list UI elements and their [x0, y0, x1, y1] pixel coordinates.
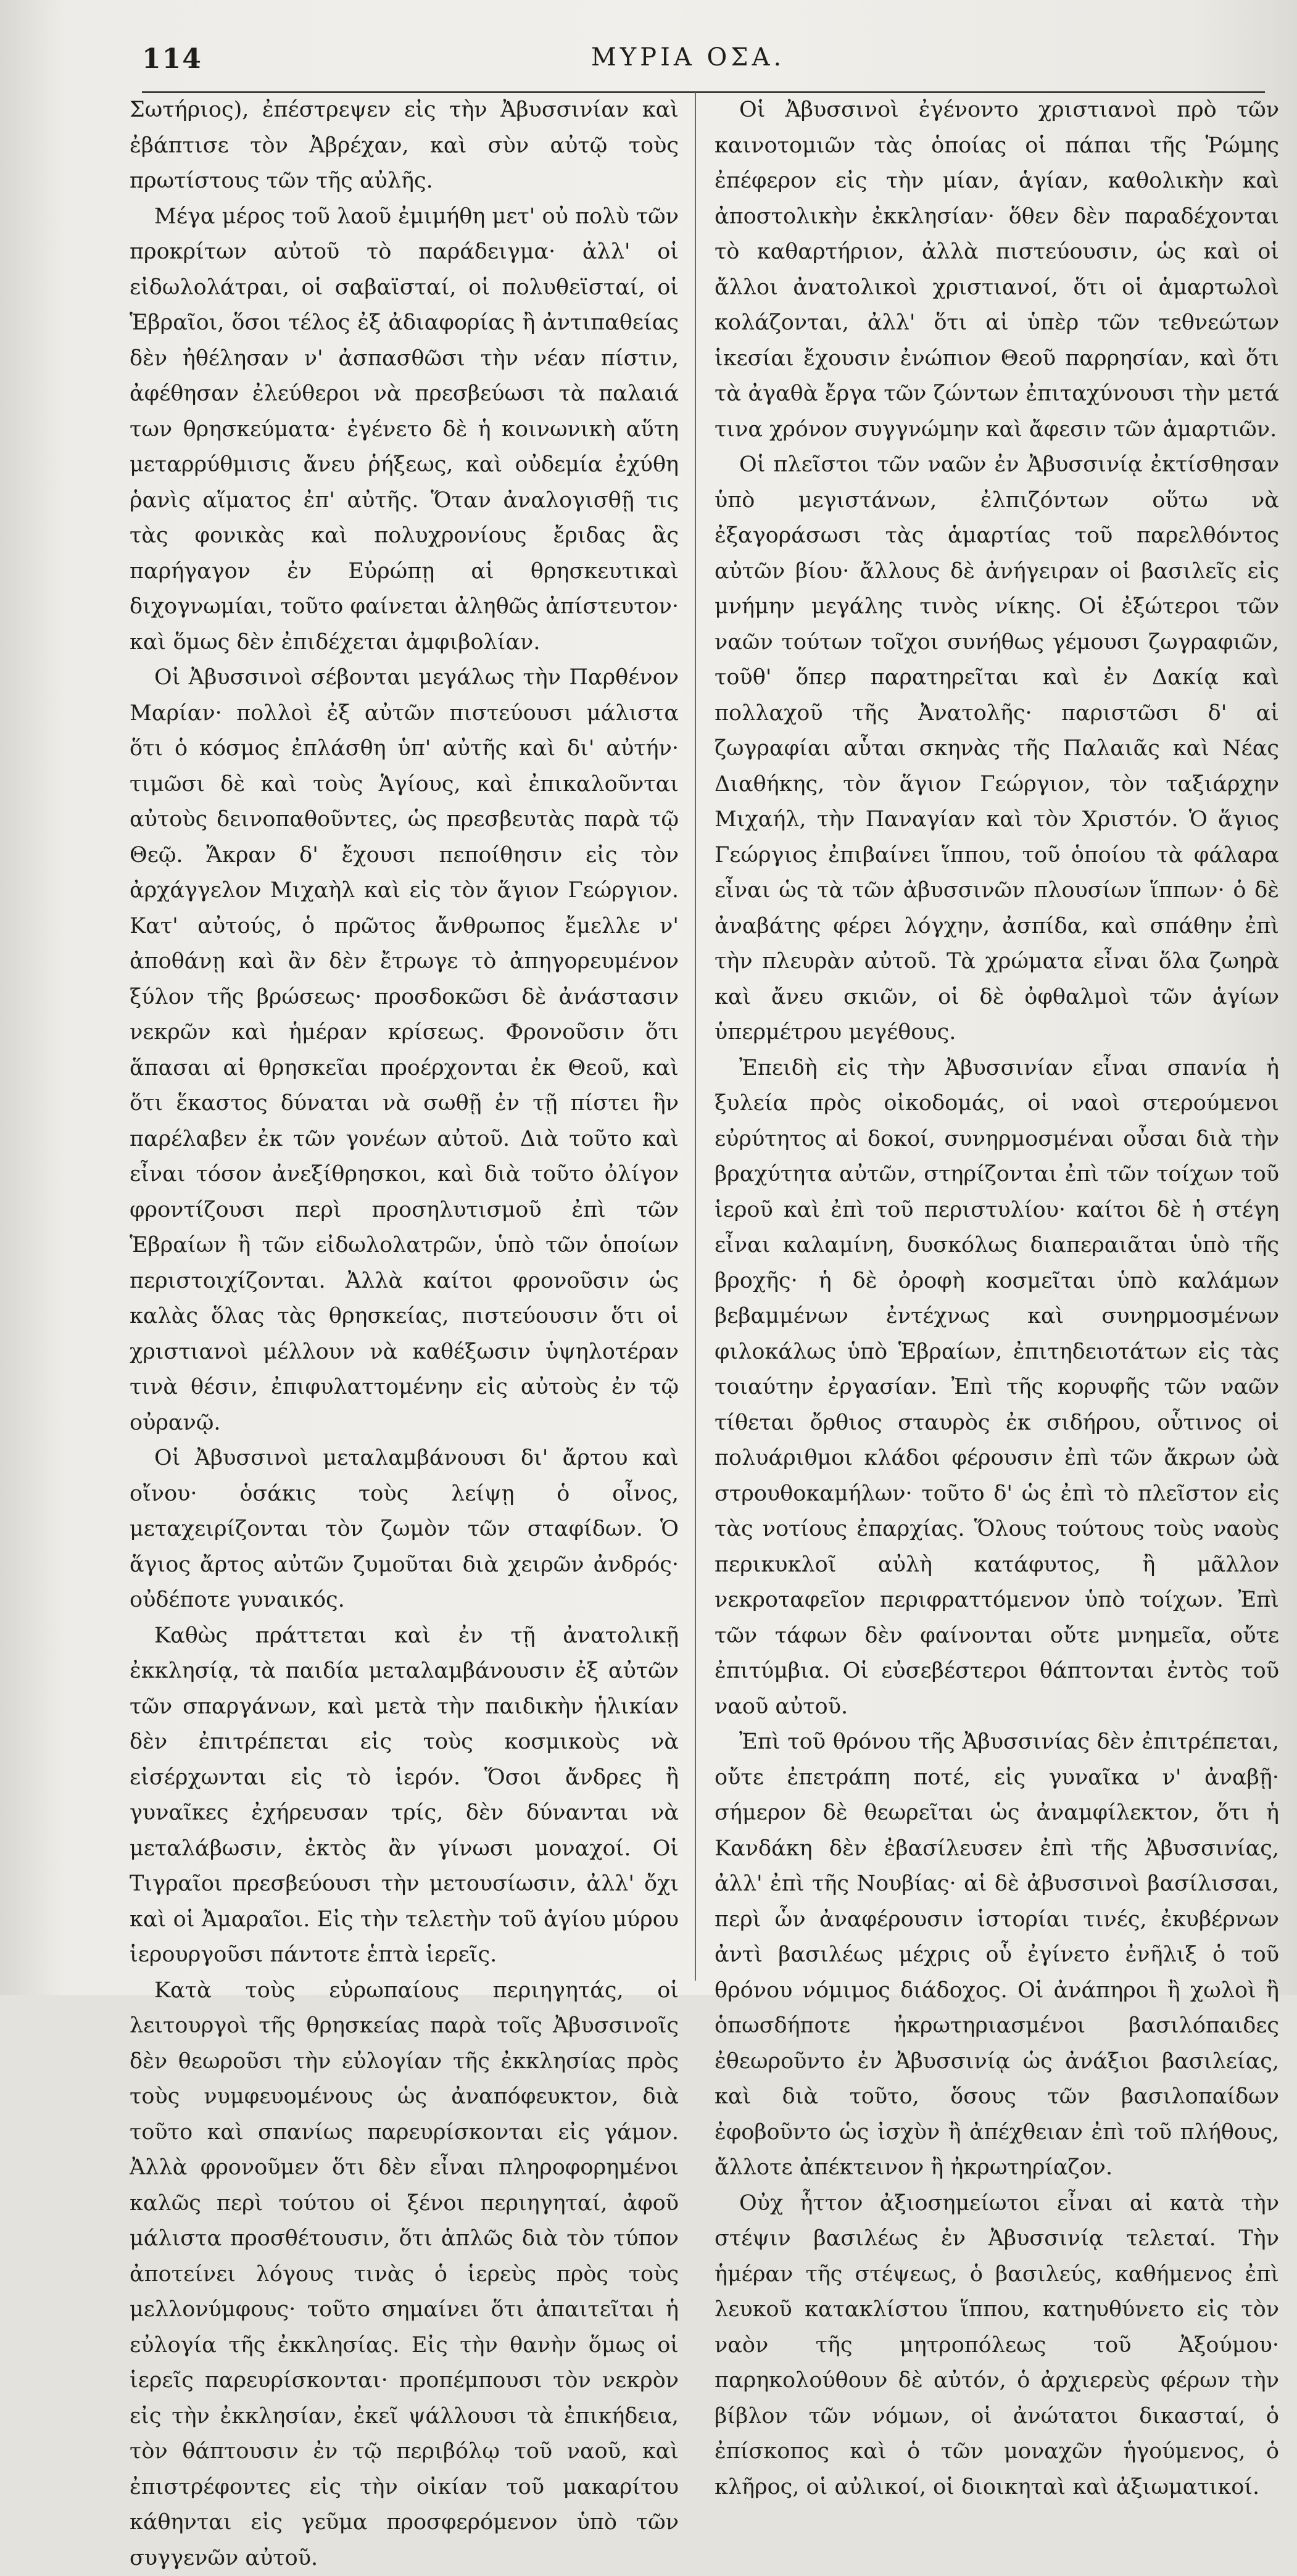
- paragraph: Οὐχ ἧττον ἀξιοσημείωτοι εἶναι αἱ κατὰ τὴν στέψιν βασιλέως ἐν Ἀβυσσινίᾳ τελεταί. Τὴν ἡμέραν τῆς στέψεως, ὁ βασιλεύς, καθήμενος ἐπὶ λευκοῦ κατακλίστου ἵππου, κατηυθύνετο εἰς τὸν ναὸν τῆς μητροπόλεως τοῦ Ἀξούμου· παρηκολούθουν δὲ αὐτόν, ὁ ἀρχιερεὺς φέρων τὴν βίβλον τῶν νόμων, οἱ ἀνώτατοι δικασταί, ὁ ἐπίσκοπος καὶ ὁ τῶν μοναχῶν ἡγούμενος, ὁ κλῆρος, οἱ αὐλικοί, οἱ διοικηταὶ καὶ ἀξιωματικοί.: [715, 2186, 1279, 2506]
- right-column: [715, 93, 1279, 1981]
- page-header: [93, 30, 1283, 79]
- paragraph: Οἱ Ἀβυσσινοὶ μεταλαμβάνουσι δι' ἄρτου καὶ οἴνου· ὁσάκις τοὺς λείψῃ ὁ οἶνος, μεταχειρίζονται τὸν ζωμὸν τῶν σταφίδων. Ὁ ἅγιος ἄρτος αὐτῶν ζυμοῦται διὰ χειρῶν ἀνδρός· οὐδέποτε γυναικός.: [130, 1441, 679, 1618]
- paragraph: Ἐπὶ τοῦ θρόνου τῆς Ἀβυσσινίας δὲν ἐπιτρέπεται, οὔτε ἐπετράπη ποτέ, εἰς γυναῖκα ν' ἀναβῇ· σήμερον δὲ θεωρεῖται ὡς ἀναμφίλεκτον, ὅτι ἡ Κανδάκη δὲν ἐβασίλευσεν ἐπὶ τῆς Ἀβυσσινίας, ἀλλ' ἐπὶ τῆς Νουβίας· αἱ δὲ ἀβυσσινοὶ βασίλισσαι, περὶ ὧν ἀναφέρουσιν ἱστορίαι τινές, ἐκυβέρνων ἀντὶ βασιλέως μέχρις οὗ ἐγίνετο ἐνῆλιξ ὁ τοῦ θρόνου νόμιμος διάδοχος. Οἱ ἀνάπηροι ἢ χωλοὶ ἢ ὁπωσδήποτε ἠκρωτηριασμένοι βασιλόπαιδες ἐθεωροῦντο ἐν Ἀβυσσινίᾳ ὡς ἀνάξιοι βασιλείας, καὶ διὰ τοῦτο, ὅσους τῶν βασιλοπαίδων ἐφοβοῦντο ὡς ἰσχὺν ἢ ἀπέχθειαν ἐπὶ τοῦ πλήθους, ἄλλοτε ἀπέκτεινον ἢ ἠκρωτηρίαζον.: [715, 1725, 1279, 2186]
- running-title: ΜΥΡΙΑ ΟΣΑ.: [93, 43, 1283, 72]
- paragraph: Κατὰ τοὺς εὐρωπαίους περιηγητάς, οἱ λειτουργοὶ τῆς θρησκείας παρὰ τοῖς Ἀβυσσινοῖς δὲν θεωροῦσι τὴν εὐλογίαν τῆς ἐκκλησίας πρὸς τοὺς νυμφευομένους ὡς ἀναπόφευκτον, διὰ τοῦτο καὶ σπανίως παρευρίσκονται εἰς γάμον. Ἀλλὰ φρονοῦμεν ὅτι δὲν εἶναι πληροφορημένοι καλῶς περὶ τούτου οἱ ξένοι περιηγηταί, ἀφοῦ μάλιστα προσθέτουσιν, ὅτι ἁπλῶς διὰ τὸν τύπον ἀποτείνει λόγους τινὰς ὁ ἱερεὺς πρὸς τοὺς μελλονύμφους· τοῦτο σημαίνει ὅτι ἀπαιτεῖται ἡ εὐλογία τῆς ἐκκλησίας. Εἰς τὴν θανὴν ὅμως οἱ ἱερεῖς παρευρίσκονται· προπέμπουσι τὸν νεκρὸν εἰς τὴν ἐκκλησίαν, ἐκεῖ ψάλλουσι τὰ ἐπικήδεια, τὸν θάπτουσιν ἐν τῷ περιβόλῳ τοῦ ναοῦ, καὶ ἐπιστρέφοντες εἰς τὴν οἰκίαν τοῦ μακαρίτου κάθηνται εἰς γεῦμα προσφερόμενον ὑπὸ τῶν συγγενῶν αὐτοῦ.: [130, 1973, 679, 2576]
- page-number: 114: [142, 43, 202, 75]
- paragraph: Οἱ Ἀβυσσινοὶ σέβονται μεγάλως τὴν Παρθένον Μαρίαν· πολλοὶ ἐξ αὐτῶν πιστεύουσι μάλιστα ὅτι ὁ κόσμος ἐπλάσθη ὑπ' αὐτῆς καὶ δι' αὐτήν· τιμῶσι δὲ καὶ τοὺς Ἁγίους, καὶ ἐπικαλοῦνται αὐτοὺς δεινοπαθοῦντες, ὡς πρεσβευτὰς παρὰ τῷ Θεῷ. Ἄκραν δ' ἔχουσι πεποίθησιν εἰς τὸν ἀρχάγγελον Μιχαὴλ καὶ εἰς τὸν ἅγιον Γεώργιον. Κατ' αὐτούς, ὁ πρῶτος ἄνθρωπος ἔμελλε ν' ἀποθάνῃ καὶ ἂν δὲν ἔτρωγε τὸ ἀπηγορευμένον ξύλον τῆς βρώσεως· προσδοκῶσι δὲ ἀνάστασιν νεκρῶν καὶ ἡμέραν κρίσεως. Φρονοῦσιν ὅτι ἅπασαι αἱ θρησκεῖαι προέρχονται ἐκ Θεοῦ, καὶ ὅτι ἕκαστος δύναται νὰ σωθῇ ἐν τῇ πίστει ἣν παρέλαβεν ἐκ τῶν γονέων αὐτοῦ. Διὰ τοῦτο καὶ εἶναι τόσον ἀνεξίθρησκοι, καὶ διὰ τοῦτο ὀλίγον φροντίζουσι περὶ προσηλυτισμοῦ ἐπὶ τῶν Ἑβραίων ἢ τῶν εἰδωλολατρῶν, ὑπὸ τῶν ὁποίων περιστοιχίζονται. Ἀλλὰ καίτοι φρονοῦσιν ὡς καλὰς ὅλας τὰς θρησκείας, πιστεύουσιν ὅτι οἱ χριστιανοὶ μέλλουν νὰ καθέξωσιν ὑψηλοτέραν τινὰ θέσιν, ἐπιφυλαττομένην εἰς αὐτοὺς ἐν τῷ οὐρανῷ.: [130, 660, 679, 1441]
- paragraph: Ἐπειδὴ εἰς τὴν Ἀβυσσινίαν εἶναι σπανία ἡ ξυλεία πρὸς οἰκοδομάς, οἱ ναοὶ στερούμενοι εὐρύτητος αἱ δοκοί, συνηρμοσμέναι οὖσαι διὰ τὴν βραχύτητα αὐτῶν, στηρίζονται ἐπὶ τῶν τοίχων τοῦ ἱεροῦ καὶ ἐπὶ τοῦ περιστυλίου· καίτοι δὲ ἡ στέγη εἶναι καλαμίνη, δυσκόλως διαπεραιᾶται ὑπὸ τῆς βροχῆς· ἡ δὲ ὀροφὴ κοσμεῖται ὑπὸ καλάμων βεβαμμένων ἐντέχνως καὶ συνηρμοσμένων φιλοκάλως ὑπὸ Ἑβραίων, ἐπιτηδειοτάτων εἰς τὰς τοιαύτην ἐργασίαν. Ἐπὶ τῆς κορυφῆς τῶν ναῶν τίθεται ὄρθιος σταυρὸς ἐκ σιδήρου, οὗτινος οἱ πολυάριθμοι κλάδοι φέρουσιν ἐπὶ τῶν ἄκρων ὠὰ στρουθοκαμήλων· τοῦτο δ' ὡς ἐπὶ τὸ πλεῖστον εἰς τὰς νοτίους ἐπαρχίας. Ὅλους τούτους τοὺς ναοὺς περικυκλοῖ αὐλὴ κατάφυτος, ἢ μᾶλλον νεκροταφεῖον περιφραττόμενον ὑπὸ τοίχων. Ἐπὶ τῶν τάφων δὲν φαίνονται οὔτε μνημεῖα, οὔτε ἐπιτύμβια. Οἱ εὐσεβέστεροι θάπτονται ἐντὸς τοῦ ναοῦ αὐτοῦ.: [715, 1051, 1279, 1725]
- column-divider: [695, 93, 696, 1981]
- paragraph: Μέγα μέρος τοῦ λαοῦ ἐμιμήθη μετ' οὐ πολὺ τῶν προκρίτων αὐτοῦ τὸ παράδειγμα· ἀλλ' οἱ εἰδωλολάτραι, οἱ σαβαϊσταί, οἱ πολυθεϊσταί, οἱ Ἑβραῖοι, ὅσοι τέλος ἐξ ἀδιαφορίας ἢ ἀντιπαθείας δὲν ἠθέλησαν ν' ἀσπασθῶσι τὴν νέαν πίστιν, ἀφέθησαν ἐλεύθεροι νὰ πρεσβεύωσι τὰ παλαιά των θρησκεύματα· ἐγένετο δὲ ἡ κοινωνικὴ αὕτη μεταρρύθμισις ἄνευ ῥήξεως, καὶ οὐδεμία ἐχύθη ῥανὶς αἵματος ἐπ' αὐτῆς. Ὅταν ἀναλογισθῇ τις τὰς φονικὰς καὶ πολυχρονίους ἔριδας ἃς παρήγαγον ἐν Εὐρώπῃ αἱ θρησκευτικαὶ διχογνωμίαι, τοῦτο φαίνεται ἀληθῶς ἀπίστευτον· καὶ ὅμως δὲν ἐπιδέχεται ἀμφιβολίαν.: [130, 199, 679, 661]
- paragraph: Καθὼς πράττεται καὶ ἐν τῇ ἀνατολικῇ ἐκκλησίᾳ, τὰ παιδία μεταλαμβάνουσιν ἐξ αὐτῶν τῶν σπαργάνων, καὶ μετὰ τὴν παιδικὴν ἡλικίαν δὲν ἐπιτρέπεται εἰς τοὺς κοσμικοὺς νὰ εἰσέρχωνται εἰς τὸ ἱερόν. Ὅσοι ἄνδρες ἢ γυναῖκες ἐχήρευσαν τρίς, δὲν δύνανται νὰ μεταλάβωσιν, ἐκτὸς ἂν γίνωσι μοναχοί. Οἱ Τιγραῖοι πρεσβεύουσι τὴν μετουσίωσιν, ἀλλ' ὄχι καὶ οἱ Ἀμαραῖοι. Εἰς τὴν τελετὴν τοῦ ἁγίου μύρου ἱερουργοῦσι πάντοτε ἑπτὰ ἱερεῖς.: [130, 1618, 679, 1973]
- left-column: [130, 93, 679, 1981]
- paragraph: Οἱ πλεῖστοι τῶν ναῶν ἐν Ἀβυσσινίᾳ ἐκτίσθησαν ὑπὸ μεγιστάνων, ἐλπιζόντων οὕτω νὰ ἐξαγοράσωσι τὰς ἁμαρτίας τοῦ παρελθόντος αὐτῶν βίου· ἄλλους δὲ ἀνήγειραν οἱ βασιλεῖς εἰς μνήμην μεγάλης τινὸς νίκης. Οἱ ἐξώτεροι τῶν ναῶν τούτων τοῖχοι συνήθως γέμουσι ζωγραφιῶν, τοῦθ' ὅπερ παρατηρεῖται καὶ ἐν Δακίᾳ καὶ πολλαχοῦ τῆς Ἀνατολῆς· παριστῶσι δ' αἱ ζωγραφίαι αὗται σκηνὰς τῆς Παλαιᾶς καὶ Νέας Διαθήκης, τὸν ἅγιον Γεώργιον, τὸν ταξιάρχην Μιχαήλ, τὴν Παναγίαν καὶ τὸν Χριστόν. Ὁ ἅγιος Γεώργιος ἐπιβαίνει ἵππου, τοῦ ὁποίου τὰ φάλαρα εἶναι ὡς τὰ τῶν ἀβυσσινῶν πλουσίων ἵππων· ὁ δὲ ἀναβάτης φέρει λόγχην, ἀσπίδα, καὶ σπάθην ἐπὶ τὴν πλευρὰν αὐτοῦ. Τὰ χρώματα εἶναι ὅλα ζωηρὰ καὶ ἄνευ σκιῶν, οἱ δὲ ὀφθαλμοὶ τῶν ἁγίων ὑπερμέτρου μεγέθους.: [715, 447, 1279, 1051]
- paragraph: Σωτήριος), ἐπέστρεψεν εἰς τὴν Ἀβυσσινίαν καὶ ἐβάπτισε τὸν Ἀβρέχαν, καὶ σὺν αὐτῷ τοὺς πρωτίστους τῶν τῆς αὐλῆς.: [130, 93, 679, 199]
- paragraph: Οἱ Ἀβυσσινοὶ ἐγένοντο χριστιανοὶ πρὸ τῶν καινοτομιῶν τὰς ὁποίας οἱ πάπαι τῆς Ῥώμης ἐπέφερον εἰς τὴν μίαν, ἁγίαν, καθολικὴν καὶ ἀποστολικὴν ἐκκλησίαν· ὅθεν δὲν παραδέχονται τὸ καθαρτήριον, ἀλλὰ πιστεύουσιν, ὡς καὶ οἱ ἄλλοι ἀνατολικοὶ χριστιανοί, ὅτι οἱ ἁμαρτωλοὶ κολάζονται, ἀλλ' ὅτι αἱ ὑπὲρ τῶν τεθνεώτων ἱκεσίαι ἔχουσιν ἐνώπιον Θεοῦ παρρησίαν, καὶ ὅτι τὰ ἀγαθὰ ἔργα τῶν ζώντων ἐπιταχύνουσι τὴν μετά τινα χρόνον συγγνώμην καὶ ἄφεσιν τῶν ἁμαρτιῶν.: [715, 93, 1279, 447]
